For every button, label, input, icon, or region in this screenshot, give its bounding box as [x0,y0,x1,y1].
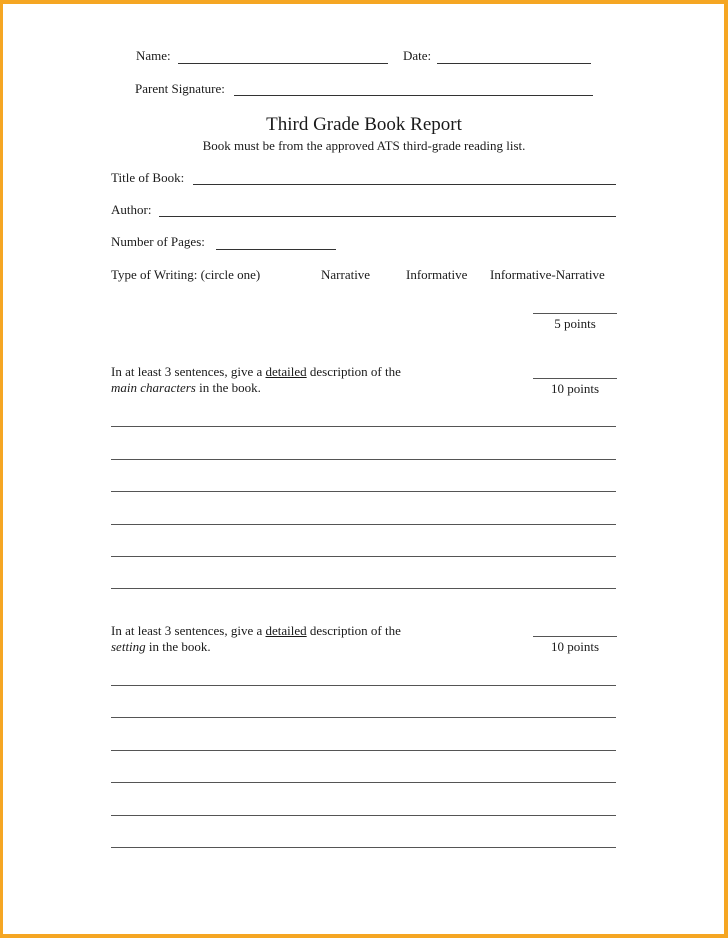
name-field[interactable] [178,63,388,64]
name-label: Name: [136,48,171,63]
setting-prompt [111,623,451,655]
prompt-underlined: detailed [265,364,307,379]
author-label: Author: [111,202,152,217]
prompt-italic: setting [111,639,146,654]
type-points-field[interactable] [533,313,617,314]
type-points-label: 5 points [554,316,596,331]
setting-points-field[interactable] [533,636,617,637]
option-informative[interactable]: Informative [406,267,468,282]
writing-line[interactable] [111,750,616,751]
setting-points-label: 10 points [550,639,600,654]
main-characters-points-box [533,378,617,397]
main-characters-points-field[interactable] [533,378,617,379]
prompt-text: in the book. [145,639,211,654]
date-field[interactable] [437,63,591,64]
number-of-pages-field[interactable] [216,249,336,250]
writing-line[interactable] [111,524,616,525]
type-of-writing-label: Type of Writing: (circle one) [111,267,261,282]
writing-line[interactable] [111,782,616,783]
page-subtitle: Book must be from the approved ATS third-grade reading list. [202,138,526,153]
prompt-text: description of the [306,623,401,638]
title-of-book-label: Title of Book: [111,170,185,185]
writing-line[interactable] [111,717,616,718]
writing-line[interactable] [111,685,616,686]
prompt-text: description of the [306,364,401,379]
author-field[interactable] [159,216,616,217]
writing-line[interactable] [111,588,616,589]
prompt-italic: main characters [111,380,196,395]
prompt-text: In at least 3 sentences, give a [111,364,266,379]
writing-line[interactable] [111,426,616,427]
writing-line[interactable] [111,556,616,557]
parent-signature-label: Parent Signature: [135,81,225,96]
main-characters-prompt [111,364,451,396]
number-of-pages-label: Number of Pages: [111,234,205,249]
writing-line[interactable] [111,459,616,460]
date-label: Date: [403,48,432,63]
parent-signature-field[interactable] [234,95,593,96]
writing-line[interactable] [111,491,616,492]
prompt-underlined: detailed [265,623,307,638]
type-points-box [533,313,617,332]
option-informative-narrative[interactable]: Informative-Narrative [490,267,605,282]
prompt-text: in the book. [195,380,261,395]
writing-line[interactable] [111,847,616,848]
title-of-book-field[interactable] [193,184,616,185]
setting-points-box [533,636,617,655]
main-characters-points-label: 10 points [550,381,600,396]
writing-line[interactable] [111,815,616,816]
option-narrative[interactable]: Narrative [321,267,371,282]
page-title: Third Grade Book Report [266,114,462,135]
prompt-text: In at least 3 sentences, give a [111,623,266,638]
